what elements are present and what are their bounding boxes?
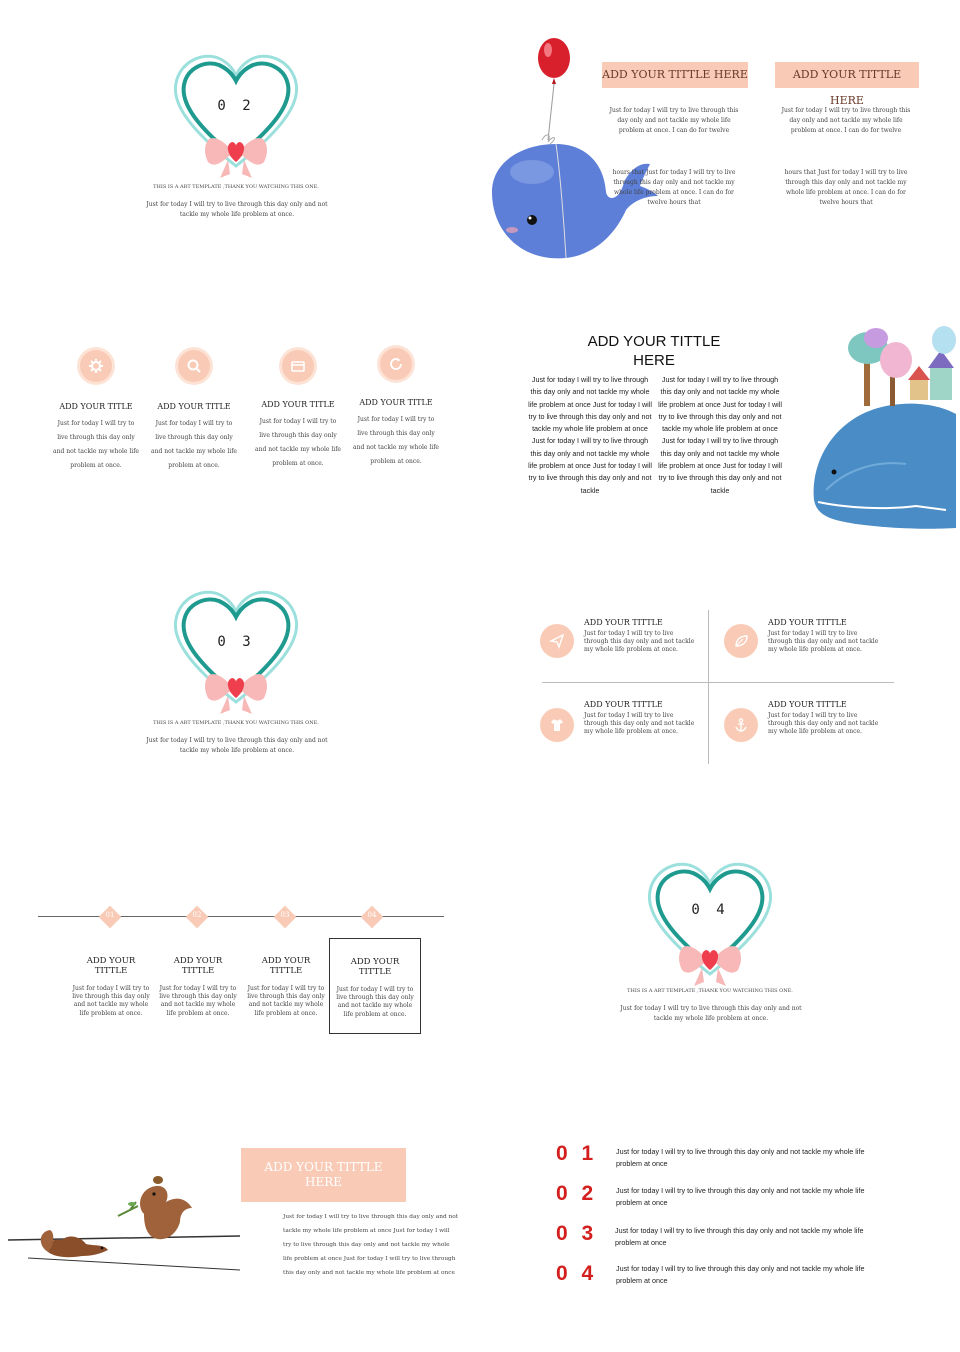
title-box-1: ADD YOUR TITTLE HERE: [602, 62, 748, 88]
column-1-text: Just for today I will try to live through this day only and not tackle my whole life problem at once Just for today I will try to live through this day only and not tackle my whole life problem at once Just for today I will try to live through this day only and not tackle my whole life problem at once Just for today I will try to live through this day only and not tackle: [528, 375, 652, 495]
timeline-marker: [186, 906, 208, 928]
timeline-item-highlight: [329, 938, 421, 1034]
slide-four-icons: [0, 270, 480, 540]
slide-section-03: [0, 540, 480, 810]
item-title: ADD YOUR TITLE: [157, 402, 231, 411]
icon-item: [46, 350, 146, 473]
list-text: Just for today I will try to live through this day only and not tackle my whole life problem at once: [616, 1186, 865, 1207]
item-title: ADD YOUR TITTLE: [584, 618, 663, 627]
item-title: ADD YOUR TITTLE: [768, 618, 847, 627]
item-body: Just for today I will try to live through this day only and not tackle my whole life problem at once.: [53, 420, 139, 469]
item-title: ADD YOUR TITTLE: [768, 700, 847, 709]
leaf-icon: [724, 624, 758, 658]
title-box-2: ADD YOUR TITTLE HERE: [775, 62, 919, 88]
item-body: Just for today I will try to live through this day only and not tackle my whole life problem at once.: [151, 420, 237, 469]
section-caption: THIS IS A ART TEMPLATE ,THANK YOU WATCHING THIS ONE.: [627, 988, 793, 994]
title-box: ADD YOUR TITTLE HERE: [241, 1148, 406, 1202]
item-body: Just for today I will try to live through this day only and not tackle my whole life problem at once.: [768, 712, 879, 736]
item-body: Just for today I will try to live through this day only and not tackle my whole life problem at once.: [336, 986, 414, 1018]
squirrel-illustration: [8, 1176, 240, 1276]
marker-number: 01: [105, 911, 115, 919]
quad-item: [584, 618, 696, 655]
item-body: Just for today I will try to live through this day only and not tackle my whole life problem at once.: [584, 630, 695, 654]
item-body: Just for today I will try to live through this day only and not tackle my whole life problem at once.: [159, 985, 237, 1017]
col2-paragraph-2: hours that Just for today I will try to live through this day only and not tackle my whole life problem at once. I can do for twelve hours that: [784, 169, 908, 206]
item-title: ADD YOUR TITTLE: [173, 956, 223, 976]
search-icon: [178, 350, 210, 382]
item-body: Just for today I will try to live through this day only and not tackle my whole life problem at once.: [72, 985, 150, 1017]
list-text: Just for today I will try to live through this day only and not tackle my whole life problem at once: [616, 1264, 865, 1285]
slide-squirrel: [0, 1080, 480, 1350]
section-caption: THIS IS A ART TEMPLATE ,THANK YOU WATCHING THIS ONE.: [153, 720, 319, 726]
col2-paragraph-1: Just for today I will try to live through this day only and not tackle my whole life problem at once. I can do for twelve: [781, 107, 911, 134]
heart-wreath-icon: [168, 48, 304, 183]
slide-section-02: [0, 0, 480, 270]
section-body: Just for today I will try to live through this day only and not tackle my whole life problem at once.: [620, 1005, 802, 1022]
list-text: Just for today I will try to live through this day only and not tackle my whole life problem at once: [616, 1147, 865, 1168]
slide-numbered-list: [480, 1080, 960, 1350]
marker-number: 03: [280, 911, 290, 919]
marker-number: 04: [367, 911, 377, 919]
heart-wreath-icon: [168, 584, 304, 719]
heart-wreath-icon: [642, 856, 778, 991]
timeline-item: [157, 956, 239, 1018]
refresh-icon: [380, 348, 412, 380]
timeline-item: [245, 956, 327, 1018]
quad-item: [768, 700, 880, 737]
quad-item: [768, 618, 880, 655]
quad-item: [584, 700, 696, 737]
anchor-icon: [724, 708, 758, 742]
shirt-icon: [540, 708, 574, 742]
item-title: ADD YOUR TITTLE: [350, 957, 400, 977]
icon-item: [248, 350, 348, 471]
col1-paragraph-2: hours that Just for today I will try to live through this day only and not tackle my whole life problem at once. I can do for twelve hours that: [612, 169, 736, 206]
section-body: Just for today I will try to live through this day only and not tackle my whole life problem at once.: [146, 201, 328, 218]
item-body: Just for today I will try to live through this day only and not tackle my whole life problem at once.: [584, 712, 695, 736]
item-body: Just for today I will try to live through this day only and not tackle my whole life problem at once.: [353, 416, 439, 465]
list-number: 0 2: [556, 1182, 598, 1205]
item-body: Just for today I will try to live through this day only and not tackle my whole life problem at once.: [247, 985, 325, 1017]
timeline-marker: [361, 906, 383, 928]
slide-island-whale: [480, 270, 960, 540]
item-title: ADD YOUR TITLE: [359, 398, 433, 407]
section-number: 0 3: [217, 634, 255, 650]
page-title: ADD YOUR TITTLE HERE: [587, 333, 721, 369]
slide-timeline: [0, 810, 480, 1080]
timeline-marker: [99, 906, 121, 928]
paper-plane-icon: [540, 624, 574, 658]
item-title: ADD YOUR TITLE: [59, 402, 133, 411]
divider-vertical: [708, 610, 709, 764]
icon-item: [346, 348, 446, 469]
list-text: Just for today I will try to live through this day only and not tackle my whole life problem at once: [615, 1226, 864, 1247]
item-title: ADD YOUR TITTLE: [86, 956, 136, 976]
section-number: 0 4: [691, 902, 729, 918]
section-body: Just for today I will try to live through this day only and not tackle my whole life problem at once.: [146, 737, 328, 754]
item-body: Just for today I will try to live through this day only and not tackle my whole life problem at once.: [768, 630, 879, 654]
item-body: Just for today I will try to live through this day only and not tackle my whole life problem at once.: [255, 418, 341, 467]
section-caption: THIS IS A ART TEMPLATE ,THANK YOU WATCHING THIS ONE.: [153, 184, 319, 190]
divider-horizontal: [542, 682, 894, 683]
slide-section-04: [480, 810, 960, 1080]
item-title: ADD YOUR TITLE: [261, 400, 335, 409]
list-number: 0 1: [556, 1142, 598, 1165]
col1-paragraph-1: Just for today I will try to live through this day only and not tackle my whole life problem at once. I can do for twelve: [609, 107, 739, 134]
slide-quad-grid: [480, 540, 960, 810]
card-icon: [282, 350, 314, 382]
marker-number: 02: [192, 911, 202, 919]
body-text: Just for today I will try to live through this day only and not tackle my whole life problem at once Just for today I will try to live through this day only and not tackle my whole life problem at once Just for today I will try to live through this day only and not tackle my whole life problem at once: [283, 1214, 459, 1276]
icon-item: [144, 350, 244, 473]
island-whale-illustration: [806, 320, 956, 530]
slide-whale-balloon: [480, 0, 960, 270]
item-title: ADD YOUR TITTLE: [584, 700, 663, 709]
list-number: 0 3: [556, 1222, 598, 1245]
timeline-item: [70, 956, 152, 1018]
item-title: ADD YOUR TITTLE: [261, 956, 311, 976]
section-number: 0 2: [217, 98, 255, 114]
list-number: 0 4: [556, 1262, 598, 1285]
column-2-text: Just for today I will try to live through this day only and not tackle my whole life problem at once Just for today I will try to live through this day only and not tackle my whole life problem at once Just for today I will try to live through this day only and not tackle my whole life problem at once Just for today I will try to live through this day only and not tackle: [658, 375, 782, 495]
timeline-marker: [274, 906, 296, 928]
gear-icon: [80, 350, 112, 382]
